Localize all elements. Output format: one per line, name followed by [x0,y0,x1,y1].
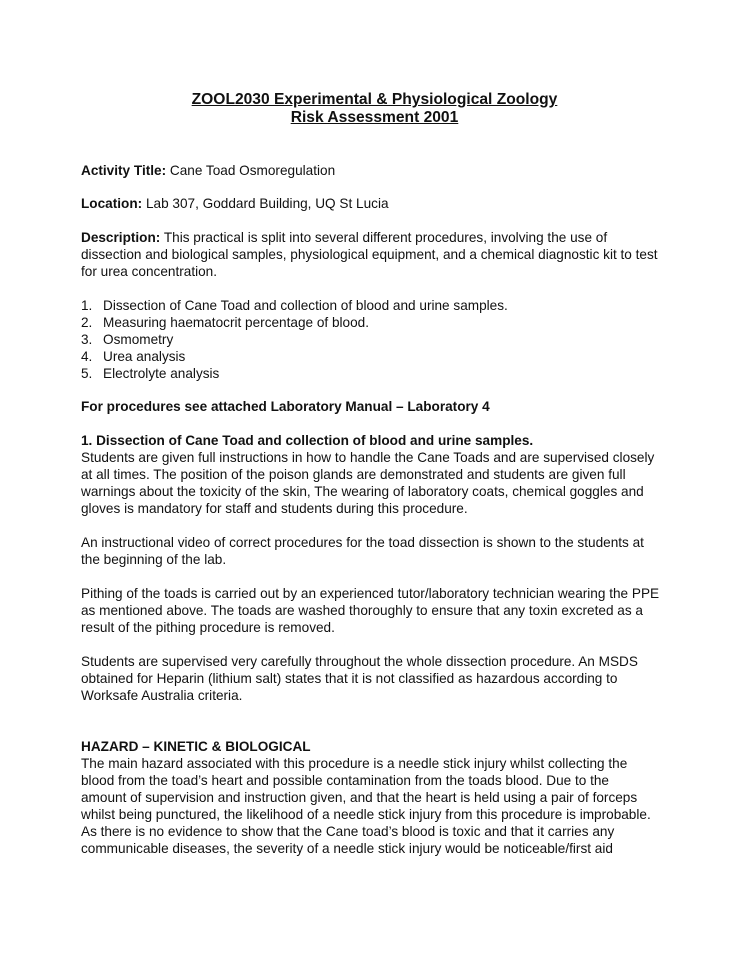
list-text: Dissection of Cane Toad and collection of blood and urine samples. [103,298,508,313]
list-number: 4. [81,349,93,364]
section1-paragraph-3: Pithing of the toads is carried out by an experienced tutor/laboratory technician wearing the PPE as mentioned above. The toads are washed thoroughly to ensure that any toxin excreted as a result of the pithing procedure is removed. [81,586,660,635]
list-item [81,365,508,382]
manual-reference: For procedures see attached Laboratory Manual – Laboratory 4 [81,399,490,414]
list-item [81,348,508,365]
list-number: 2. [81,315,93,330]
location-label: Location: [81,196,143,211]
hazard-text: The main hazard associated with this procedure is a needle stick injury whilst collecting the blood from the toad’s heart and possible contamination from the toads blood. Due to the amount of supervision and instruction given, and that the heart is held using a pair of forceps whilst being punctured, the likelihood of a needle stick injury from this procedure is improbable. As there is no evidence to show that the Cane toad’s blood is toxic and that it carries any communicable diseases, the severity of a needle stick injury would be noticeable/first aid [81,756,651,856]
document-title: ZOOL2030 Experimental & Physiological Zoology [191,91,558,108]
description-value: This practical is split into several different procedures, involving the use of dissection and biological samples, physiological equipment, and a chemical diagnostic kit to test for urea concentration. [81,230,658,279]
activity-value: Cane Toad Osmoregulation [166,163,336,178]
section1-heading: 1. Dissection of Cane Toad and collection of blood and urine samples. [81,433,534,448]
description [81,229,721,280]
list-number: 1. [81,298,93,313]
location [81,195,701,212]
list-text: Measuring haematocrit percentage of blood. [103,315,369,330]
list-item [81,314,508,331]
list-text: Urea analysis [103,349,186,364]
section1-paragraph-2: An instructional video of correct procedures for the toad dissection is shown to the students at the beginning of the lab. [81,535,644,567]
section1-paragraph-4: Students are supervised very carefully throughout the whole dissection procedure. An MSDS obtained for Heparin (lithium salt) states that it is not classified as hazardous according to Worksafe Australia criteria. [81,654,638,703]
activity-title [81,162,701,179]
procedure-list [81,297,508,382]
hazard-heading: HAZARD – KINETIC & BIOLOGICAL [81,739,311,754]
section1-paragraph-1: Students are given full instructions in how to handle the Cane Toads and are supervised closely at all times. The position of the poison glands are demonstrated and students are given full warnings about the toxicity of the skin, The wearing of laboratory coats, chemical goggles and gloves is mandatory for staff and students during this procedure. [81,450,655,516]
document-subtitle: Risk Assessment 2001 [290,109,459,126]
activity-label: Activity Title: [81,163,167,178]
location-value: Lab 307, Goddard Building, UQ St Lucia [142,196,389,211]
description-label: Description: [81,230,161,245]
list-number: 3. [81,332,93,347]
list-number: 5. [81,366,93,381]
list-text: Electrolyte analysis [103,366,220,381]
list-item [81,297,508,314]
list-item [81,331,508,348]
list-text: Osmometry [103,332,174,347]
